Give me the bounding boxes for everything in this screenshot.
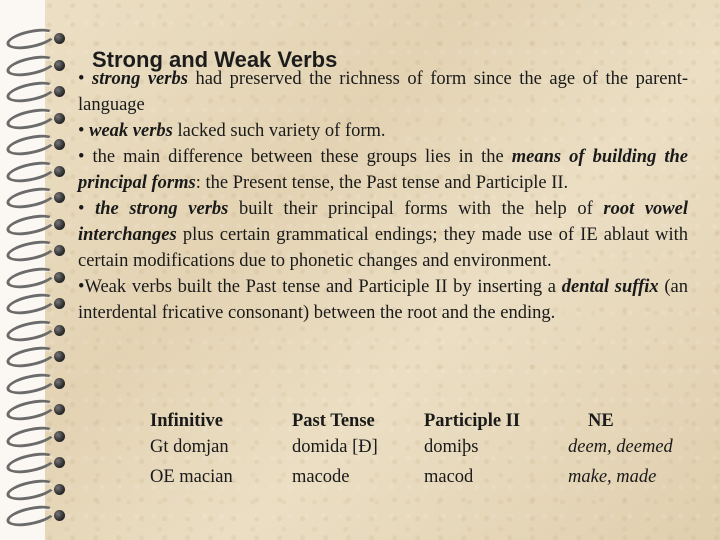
ring-wire — [5, 369, 58, 397]
punch-hole — [54, 298, 65, 309]
bullet-item — [78, 274, 688, 326]
emphasis-text: means of building the principal forms — [78, 147, 688, 193]
cell-participle-ii: domiþs — [424, 437, 479, 457]
slide-title: Strong and Weak Verbs — [92, 47, 338, 72]
emphasis-text: strong verbs — [92, 69, 188, 89]
bullet-text: plus certain grammatical endings; they made use of IE ablaut with certain modifications due to phonetic changes and environment. — [78, 225, 688, 271]
punch-hole — [54, 166, 65, 177]
cell-infinitive: OE macian — [150, 467, 233, 487]
header-ne: NE — [588, 411, 614, 431]
verb-forms-table — [78, 411, 698, 493]
punch-hole — [54, 113, 65, 124]
bullet-item — [78, 196, 688, 274]
binding-ring — [6, 454, 66, 468]
ring-wire — [5, 104, 58, 132]
cell-past-tense: domida [Ð] — [292, 437, 378, 457]
bullet-item — [78, 144, 688, 196]
binding-ring — [6, 57, 66, 71]
punch-hole — [54, 33, 65, 44]
ring-wire — [5, 396, 58, 424]
punch-hole — [54, 404, 65, 415]
binding-ring — [6, 136, 66, 150]
bullet-text: •Weak verbs built the Past tense and Participle II by inserting a — [78, 277, 562, 297]
binding-ring — [6, 216, 66, 230]
binding-ring — [6, 30, 66, 44]
bullet-text: : the Present tense, the Past tense and Participle II. — [195, 173, 569, 193]
header-participle-ii: Participle II — [424, 411, 521, 431]
bullet-text: • the main difference between these groups lies in the — [78, 147, 512, 167]
cell-ne: deem, deemed — [568, 437, 673, 457]
punch-hole — [54, 272, 65, 283]
ring-wire — [5, 25, 58, 53]
ring-wire — [5, 210, 58, 238]
binding-ring — [6, 401, 66, 415]
binding-ring — [6, 348, 66, 362]
ring-wire — [5, 290, 58, 318]
emphasis-text: dental suffix — [561, 277, 659, 297]
punch-hole — [54, 484, 65, 495]
bullet-text: lacked such variety of form. — [172, 121, 386, 141]
punch-hole — [54, 245, 65, 256]
binding-ring — [6, 295, 66, 309]
binding-ring — [6, 242, 66, 256]
cell-participle-ii: macod — [424, 467, 474, 487]
punch-hole — [54, 325, 65, 336]
binding-ring — [6, 83, 66, 97]
table-row — [78, 437, 698, 463]
punch-hole — [54, 378, 65, 389]
ring-wire — [5, 51, 58, 79]
emphasis-text: root vowel interchanges — [78, 199, 688, 245]
binding-ring — [6, 481, 66, 495]
binding-ring — [6, 507, 66, 521]
punch-hole — [54, 86, 65, 97]
cell-past-tense: macode — [292, 467, 350, 487]
bullet-text: (an interdental fricative consonant) between the root and the ending. — [78, 277, 688, 323]
bullet-text: had preserved the richness of form since the age of the parent-language — [78, 69, 688, 115]
punch-hole — [54, 351, 65, 362]
binding-ring — [6, 110, 66, 124]
binding-ring — [6, 163, 66, 177]
bullet-list — [78, 66, 688, 326]
punch-hole — [54, 431, 65, 442]
binding-ring — [6, 428, 66, 442]
ring-wire — [5, 184, 58, 212]
ring-wire — [5, 475, 58, 503]
bullet-text: • — [78, 121, 90, 141]
emphasis-text: weak verbs — [89, 121, 173, 141]
ring-wire — [5, 78, 58, 106]
punch-hole — [54, 510, 65, 521]
ring-wire — [5, 316, 58, 344]
bullet-text: • — [78, 69, 92, 89]
punch-hole — [54, 219, 65, 230]
binding-ring — [6, 375, 66, 389]
cell-infinitive: Gt domjan — [150, 437, 229, 457]
ring-wire — [5, 502, 58, 530]
binding-ring — [6, 322, 66, 336]
table-row — [78, 467, 698, 493]
ring-wire — [5, 449, 58, 477]
punch-hole — [54, 60, 65, 71]
punch-hole — [54, 457, 65, 468]
header-infinitive: Infinitive — [150, 411, 223, 431]
bullet-item — [78, 118, 688, 144]
ring-wire — [5, 157, 58, 185]
ring-wire — [5, 131, 58, 159]
bullet-text: built their principal forms with the help of — [228, 199, 604, 219]
punch-hole — [54, 192, 65, 203]
ring-wire — [5, 422, 58, 450]
ring-wire — [5, 263, 58, 291]
ring-wire — [5, 343, 58, 371]
punch-hole — [54, 139, 65, 150]
bullet-item — [78, 66, 688, 118]
header-past-tense: Past Tense — [292, 411, 375, 431]
table-header-row — [78, 411, 698, 437]
spiral-binding — [0, 0, 80, 540]
binding-ring — [6, 189, 66, 203]
cell-ne: make, made — [568, 467, 657, 487]
bullet-text: • — [78, 199, 96, 219]
ring-wire — [5, 237, 58, 265]
emphasis-text: the strong verbs — [95, 199, 229, 219]
binding-ring — [6, 269, 66, 283]
